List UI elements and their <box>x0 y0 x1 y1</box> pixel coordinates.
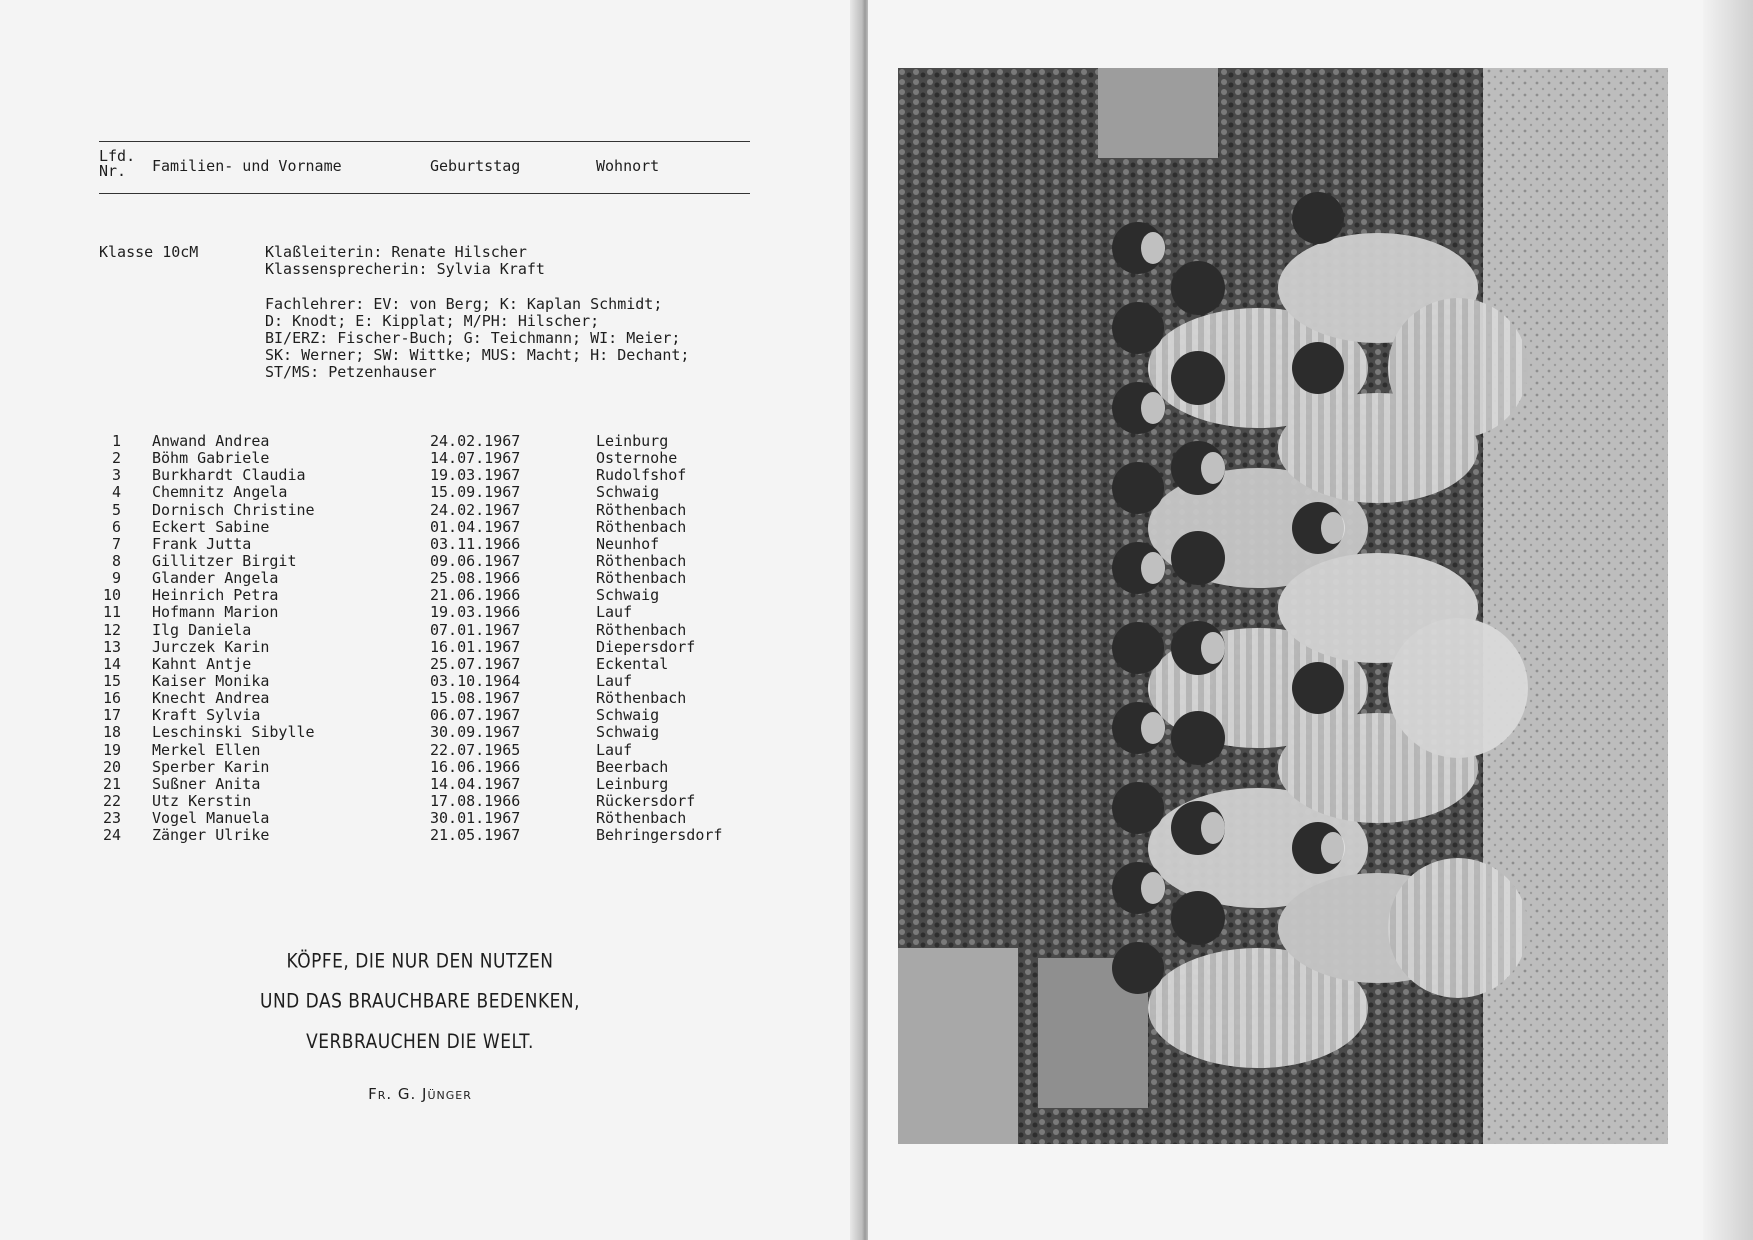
student-birthday: 01.04.1967 <box>430 517 521 536</box>
student-name: Kaiser Monika <box>152 671 270 690</box>
student-number: 19 <box>102 740 121 759</box>
student-number: 21 <box>102 774 121 793</box>
student-residence: Röthenbach <box>596 551 687 570</box>
student-row <box>99 724 779 741</box>
student-row <box>99 450 779 467</box>
student-residence: Röthenbach <box>596 620 687 639</box>
student-birthday: 03.11.1966 <box>430 534 521 553</box>
student-residence: Eckental <box>596 654 669 673</box>
student-birthday: 15.09.1967 <box>430 483 521 502</box>
student-row <box>99 587 779 604</box>
student-row <box>99 467 779 484</box>
student-birthday: 19.03.1966 <box>430 603 521 622</box>
student-name: Heinrich Petra <box>152 586 279 605</box>
student-number: 3 <box>111 466 121 485</box>
student-name: Frank Jutta <box>152 534 252 553</box>
subject-teachers <box>265 296 765 381</box>
student-row <box>99 810 779 827</box>
quote <box>200 942 640 1063</box>
student-number: 18 <box>102 723 121 742</box>
student-name: Böhm Gabriele <box>152 449 270 468</box>
header-geburtstag: Geburtstag <box>430 157 521 175</box>
student-row <box>99 639 779 656</box>
student-row <box>99 622 779 639</box>
header-rule-bottom <box>99 193 750 194</box>
student-birthday: 25.07.1967 <box>430 654 521 673</box>
student-residence: Schwaig <box>596 723 660 742</box>
student-birthday: 14.07.1967 <box>430 449 521 468</box>
student-birthday: 30.01.1967 <box>430 809 521 828</box>
student-name: Chemnitz Angela <box>152 483 288 502</box>
student-residence: Leinburg <box>596 774 669 793</box>
student-number: 22 <box>102 791 121 810</box>
class-photo <box>898 68 1668 1144</box>
student-name: Gillitzer Birgit <box>152 551 297 570</box>
student-name: Eckert Sabine <box>152 517 270 536</box>
student-residence: Schwaig <box>596 706 660 725</box>
class-label: Klasse 10cM <box>99 243 199 261</box>
student-number: 5 <box>111 500 121 519</box>
student-residence: Röthenbach <box>596 809 687 828</box>
student-name: Hofmann Marion <box>152 603 279 622</box>
student-birthday: 19.03.1967 <box>430 466 521 485</box>
student-birthday: 15.08.1967 <box>430 689 521 708</box>
student-birthday: 25.08.1966 <box>430 569 521 588</box>
student-birthday: 17.08.1966 <box>430 791 521 810</box>
student-number: 23 <box>102 809 121 828</box>
student-birthday: 07.01.1967 <box>430 620 521 639</box>
student-row <box>99 484 779 501</box>
student-row <box>99 759 779 776</box>
student-name: Utz Kerstin <box>152 791 252 810</box>
class-teacher: Klaßleiterin: Renate Hilscher <box>265 243 527 261</box>
student-number: 13 <box>102 637 121 656</box>
subject-teachers-line: D: Knodt; E: Kipplat; M/PH: Hilscher; <box>265 312 600 330</box>
student-number: 1 <box>111 432 121 450</box>
student-birthday: 21.06.1966 <box>430 586 521 605</box>
student-number: 14 <box>102 654 121 673</box>
student-residence: Lauf <box>596 671 633 690</box>
student-residence: Rückersdorf <box>596 791 696 810</box>
student-name: Ilg Daniela <box>152 620 252 639</box>
student-number: 2 <box>111 449 121 468</box>
student-birthday: 22.07.1965 <box>430 740 521 759</box>
subject-teachers-line: Fachlehrer: EV: von Berg; K: Kaplan Schmidt; <box>265 295 663 313</box>
student-residence: Röthenbach <box>596 689 687 708</box>
student-residence: Schwaig <box>596 483 660 502</box>
student-name: Vogel Manuela <box>152 809 270 828</box>
student-residence: Röthenbach <box>596 569 687 588</box>
student-birthday: 16.06.1966 <box>430 757 521 776</box>
student-residence: Diepersdorf <box>596 637 696 656</box>
student-number: 7 <box>111 534 121 553</box>
student-row <box>99 502 779 519</box>
quote-author: Fr. G. Jünger <box>368 1085 472 1103</box>
student-birthday: 03.10.1964 <box>430 671 521 690</box>
student-name: Kahnt Antje <box>152 654 252 673</box>
header-rule-top <box>99 141 750 142</box>
student-residence: Neunhof <box>596 534 660 553</box>
student-birthday: 09.06.1967 <box>430 551 521 570</box>
student-number: 15 <box>102 671 121 690</box>
student-name: Knecht Andrea <box>152 689 270 708</box>
student-row <box>99 604 779 621</box>
student-residence: Rudolfshof <box>596 466 687 485</box>
subject-teachers-line: ST/MS: Petzenhauser <box>265 363 437 381</box>
student-birthday: 14.04.1967 <box>430 774 521 793</box>
header-name: Familien- und Vorname <box>152 157 342 175</box>
student-name: Glander Angela <box>152 569 279 588</box>
student-name: Kraft Sylvia <box>152 706 261 725</box>
student-name: Jurczek Karin <box>152 637 270 656</box>
student-row <box>99 707 779 724</box>
student-residence: Lauf <box>596 740 633 759</box>
header-wohnort: Wohnort <box>596 157 660 175</box>
student-row <box>99 519 779 536</box>
student-row <box>99 553 779 570</box>
student-number: 11 <box>102 603 121 622</box>
student-residence: Leinburg <box>596 432 669 450</box>
student-name: Sußner Anita <box>152 774 261 793</box>
student-name: Anwand Andrea <box>152 432 270 450</box>
student-name: Burkhardt Claudia <box>152 466 306 485</box>
student-number: 12 <box>102 620 121 639</box>
student-name: Sperber Karin <box>152 757 270 776</box>
student-name: Dornisch Christine <box>152 500 315 519</box>
student-row <box>99 536 779 553</box>
student-residence: Röthenbach <box>596 517 687 536</box>
student-name: Leschinski Sibylle <box>152 723 315 742</box>
student-row <box>99 673 779 690</box>
student-roster <box>99 433 779 844</box>
quote-line: UND DAS BRAUCHBARE BEDENKEN, <box>260 990 580 1014</box>
student-residence: Behringersdorf <box>596 826 723 845</box>
student-number: 16 <box>102 689 121 708</box>
student-row <box>99 570 779 587</box>
left-page <box>0 0 860 1240</box>
student-number: 8 <box>111 551 121 570</box>
student-name: Merkel Ellen <box>152 740 261 759</box>
subject-teachers-line: SK: Werner; SW: Wittke; MUS: Macht; H: Dechant; <box>265 346 690 364</box>
student-number: 24 <box>102 826 121 845</box>
student-row <box>99 742 779 759</box>
student-row <box>99 433 779 450</box>
student-birthday: 06.07.1967 <box>430 706 521 725</box>
page-edge <box>1703 0 1753 1240</box>
subject-teachers-line: BI/ERZ: Fischer-Buch; G: Teichmann; WI: Meier; <box>265 329 681 347</box>
student-row <box>99 793 779 810</box>
student-row <box>99 656 779 673</box>
student-residence: Beerbach <box>596 757 669 776</box>
header-lfd-nr: Lfd. Nr. <box>99 147 136 180</box>
student-row <box>99 690 779 707</box>
student-residence: Osternohe <box>596 449 678 468</box>
quote-line: KÖPFE, DIE NUR DEN NUTZEN <box>286 950 554 974</box>
student-number: 20 <box>102 757 121 776</box>
student-birthday: 16.01.1967 <box>430 637 521 656</box>
class-speaker: Klassensprecherin: Sylvia Kraft <box>265 260 545 278</box>
student-birthday: 30.09.1967 <box>430 723 521 742</box>
student-residence: Röthenbach <box>596 500 687 519</box>
student-birthday: 24.02.1967 <box>430 432 521 450</box>
student-residence: Lauf <box>596 603 633 622</box>
student-number: 17 <box>102 706 121 725</box>
student-name: Zänger Ulrike <box>152 826 270 845</box>
student-number: 10 <box>102 586 121 605</box>
student-row <box>99 827 779 844</box>
student-birthday: 24.02.1967 <box>430 500 521 519</box>
class-photo-image <box>898 68 1668 1144</box>
student-residence: Schwaig <box>596 586 660 605</box>
student-birthday: 21.05.1967 <box>430 826 521 845</box>
quote-line: VERBRAUCHEN DIE WELT. <box>306 1030 534 1054</box>
student-number: 9 <box>111 569 121 588</box>
student-number: 4 <box>111 483 121 502</box>
student-number: 6 <box>111 517 121 536</box>
student-row <box>99 776 779 793</box>
